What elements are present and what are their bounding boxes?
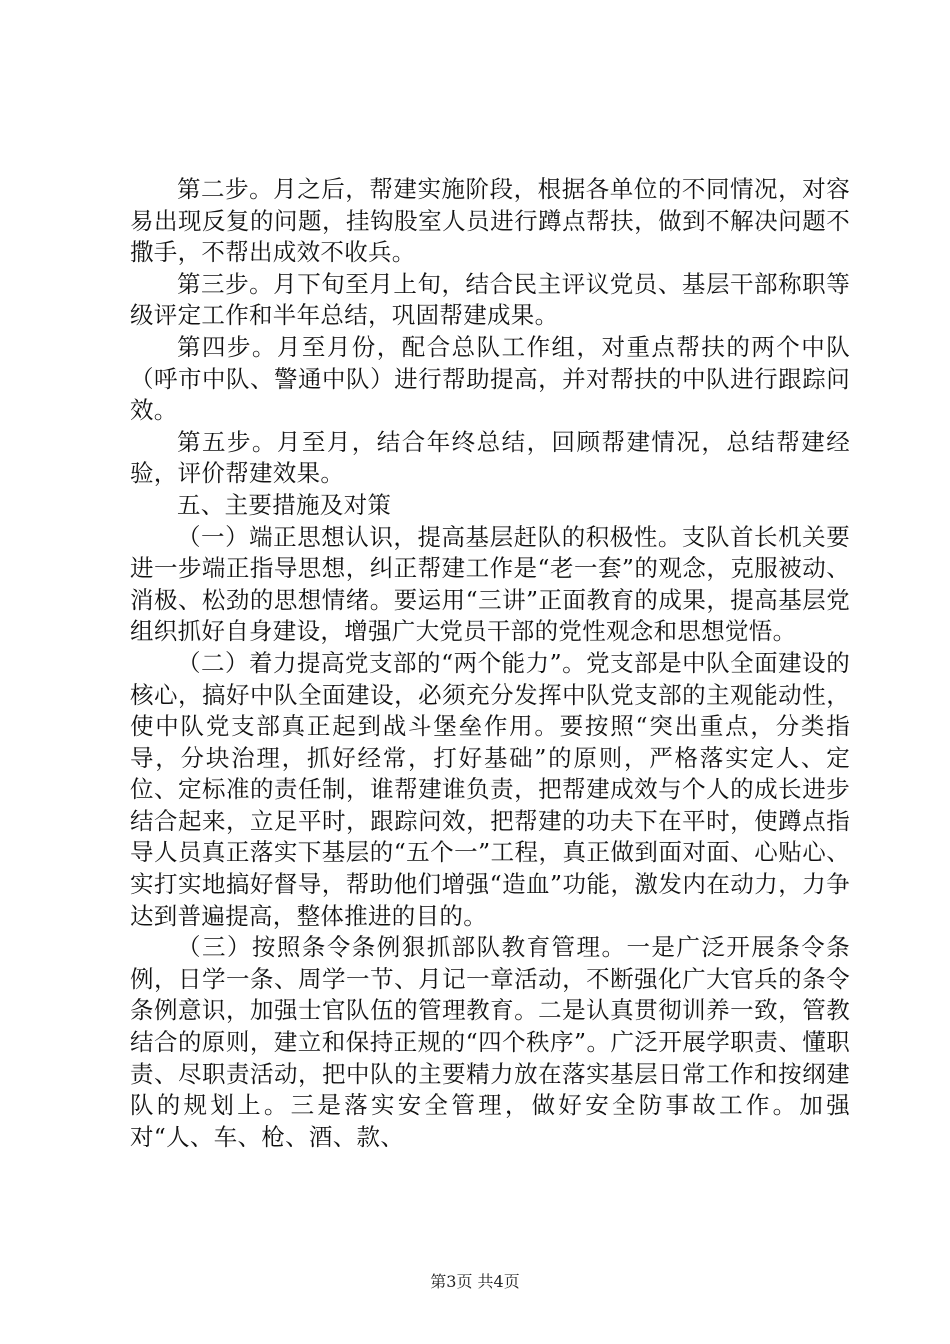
paragraph-measure-one: （一）端正思想认识，提高基层赶队的积极性。支队首长机关要进一步端正指导思想，纠正帮建工作是“老一套”的观念，克服被动、消极、松劲的思想情绪。要运用“三讲”正面教育的成果，提高基层党组织抓好自身建设，增强广大党员干部的党性观念和思想觉悟。: [130, 522, 850, 646]
page-footer: 第3页 共4页: [430, 1272, 520, 1291]
paragraph-step-two: 第二步。月之后，帮建实施阶段，根据各单位的不同情况，对容易出现反复的问题，挂钩股室人员进行蹲点帮扶，做到不解决问题不撒手，不帮出成效不收兵。: [130, 175, 850, 267]
section-heading-measures: 五、主要措施及对策: [177, 490, 392, 519]
paragraph-step-four: 第四步。月至月份，配合总队工作组，对重点帮扶的两个中队（呼市中队、警通中队）进行帮助提高，并对帮扶的中队进行跟踪问效。: [130, 332, 850, 425]
paragraph-measure-two: （二）着力提高党支部的“两个能力”。党支部是中队全面建设的核心，搞好中队全面建设，必须充分发挥中队党支部的主观能动性，使中队党支部真正起到战斗堡垒作用。要按照“突出重点，分类指导，分块治理，抓好经常，打好基础”的原则，严格落实定人、定位、定标准的责任制，谁帮建谁负责，把帮建成效与个人的成长进步结合起来，立足平时，跟踪问效，把帮建的功夫下在平时，使蹲点指导人员真正落实下基层的“五个一”工程，真正做到面对面、心贴心、实打实地搞好督导，帮助他们增强“造血”功能，激发内在动力，力争达到普遍提高，整体推进的目的。: [130, 648, 850, 930]
paragraph-step-three: 第三步。月下旬至月上旬，结合民主评议党员、基层干部称职等级评定工作和半年总结，巩固帮建成果。: [130, 269, 850, 330]
paragraph-step-five: 第五步。月至月，结合年终总结，回顾帮建情况，总结帮建经验，评价帮建效果。: [130, 427, 850, 488]
document-body: [130, 174, 850, 1153]
paragraph-measure-three: （三）按照条令条例狠抓部队教育管理。一是广泛开展条令条例，日学一条、周学一节、月记一章活动，不断强化广大官兵的条令条例意识，加强士官队伍的管理教育。二是认真贯彻训养一致，管教结合的原则，建立和保持正规的“四个秩序”。广泛开展学职责、懂职责、尽职责活动，把中队的主要精力放在落实基层日常工作和按纲建队的规划上。三是落实安全管理，做好安全防事故工作。加强对“人、车、枪、酒、款、: [130, 933, 850, 1151]
